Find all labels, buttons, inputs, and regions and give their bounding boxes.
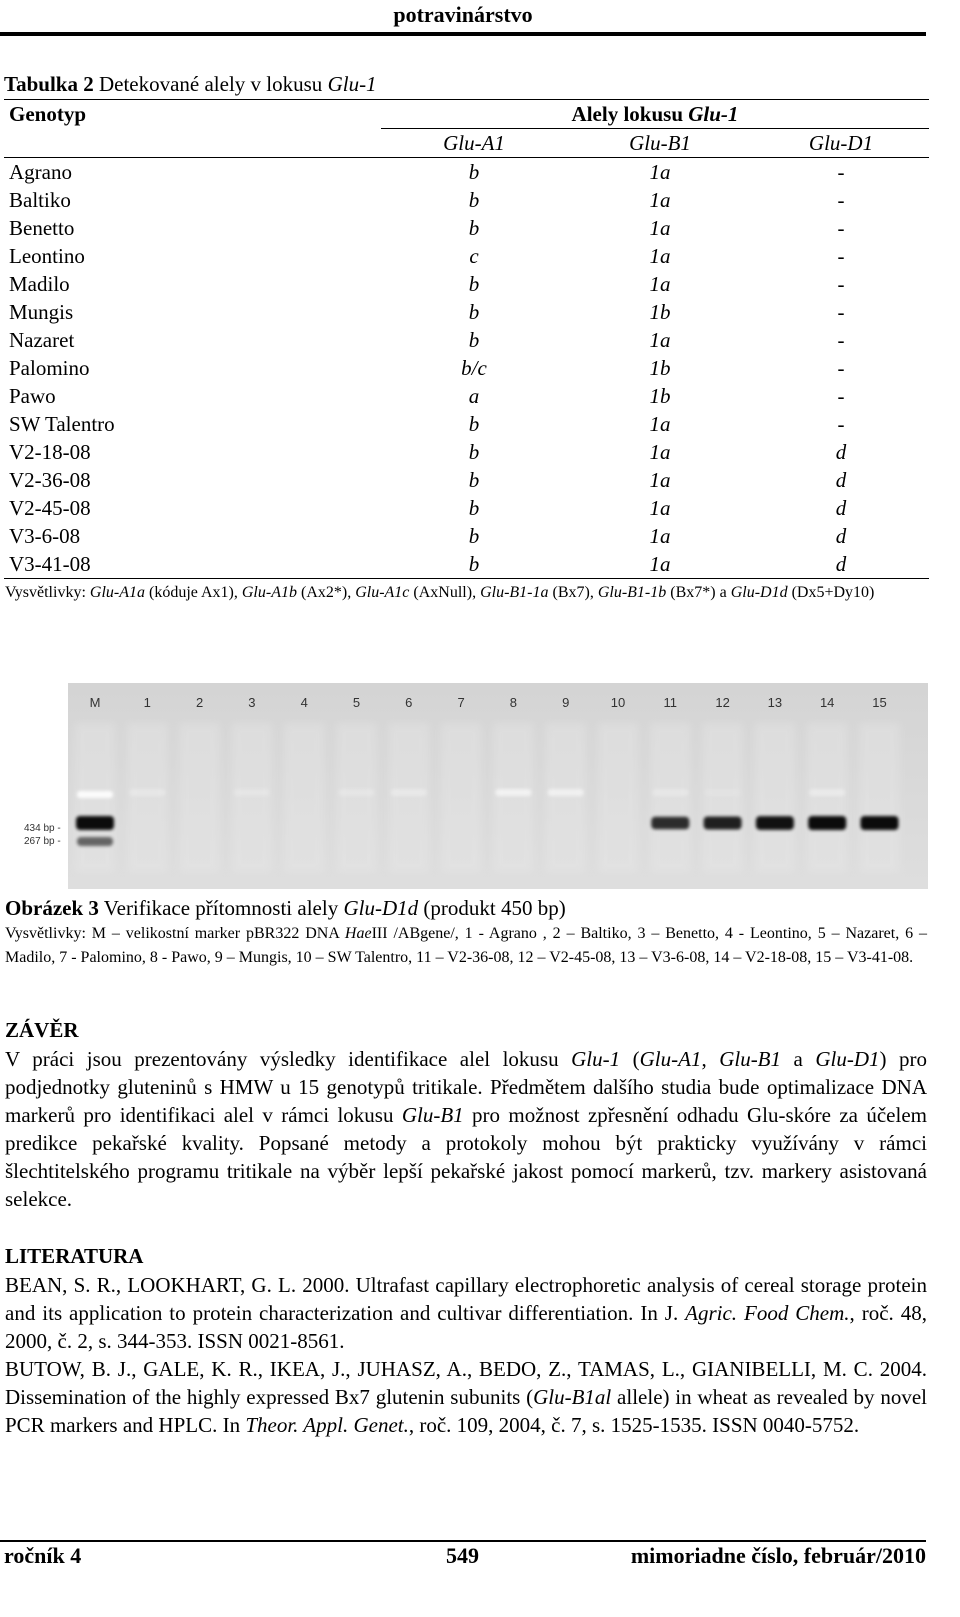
text-run: , (701, 1047, 720, 1071)
genotype-cell: Pawo (9, 383, 56, 408)
glu-b1-cell: 1a (649, 467, 671, 492)
glu-d1-cell: - (837, 187, 845, 212)
table-caption-label: Tabulka 2 (4, 72, 94, 96)
lane-smear (860, 723, 900, 873)
footer-page-number: 549 (446, 1543, 479, 1568)
lane-smear (441, 723, 481, 873)
lane-smear (807, 723, 847, 873)
table-caption (4, 72, 377, 97)
text-run: (AxNull), (409, 584, 481, 601)
conclusion-title: ZÁVĚR (5, 1018, 79, 1042)
glu-b1-header: Glu-B1 (567, 129, 753, 158)
lane-label: 8 (509, 695, 518, 710)
journal-title: potravinárstvo (393, 2, 533, 27)
footer-issue: mimoriadne číslo, február/2010 (630, 1543, 926, 1568)
figure-note-b: III /ABgene/, 1 - Agrano , 2 – Baltiko, 3 – Benetto, 4 - Leontino, 5 – Nazaret, 6 – Madilo, 7 - Palomino, 8 - Pawo, 9 – Mungis, 10 – SW Talentro, 11 – V2-36-08, 12 – V2-45-08, 13 – V3-6-08, 14 – V2-18-08, 15 – V3-41-08. (5, 925, 928, 966)
lane-label: 5 (352, 695, 361, 710)
glu-a1-cell: b (468, 467, 480, 492)
text-run: Glu-B1 (719, 1047, 782, 1071)
glu-a1-cell: b (468, 523, 480, 548)
text-run: ( (620, 1047, 640, 1071)
glu-a1-cell: a (468, 383, 480, 408)
genotype-cell: Palomino (9, 355, 90, 380)
glu-a1-cell: b (468, 271, 480, 296)
note-prefix: Vysvětlivky: (5, 584, 90, 601)
text-run: Glu-A1c (355, 584, 410, 601)
text-run: BUTOW, B. J., GALE, K. R., IKEA, J., JUHASZ, A., BEDO, Z., TAMAS, L., GIANIBELLI, M. C. 2004. Dissemination of the highly expressed Bx7 glutenin subunits ( (5, 1357, 927, 1409)
lane-smear (284, 723, 324, 873)
glu-d1-cell: - (837, 383, 845, 408)
text-run: (Dx5+Dy10) (787, 584, 875, 601)
table-row (4, 354, 929, 382)
text-run: ) pro podjednotky gluteninů s HMW u 15 genotypů tritikale. Předmětem dalšího studia bude optimalizace DNA markerů pro identifikaci alel v rámci lokusu (5, 1047, 927, 1127)
glu-b1-cell: 1b (649, 383, 671, 408)
genotype-cell: V2-36-08 (9, 467, 91, 492)
glu-b1-cell: 1b (649, 355, 671, 380)
glu-b1-cell: 1a (649, 243, 671, 268)
text-run: Glu-D1d (730, 584, 788, 601)
glu-a1-header: Glu-A1 (381, 129, 567, 158)
table-row (4, 270, 929, 298)
text-run: Theor. Appl. Genet. (245, 1413, 409, 1437)
glu-d1-header: Glu-D1 (753, 129, 929, 158)
figure-note-italic: Hae (344, 925, 372, 942)
lane-label: 7 (457, 695, 465, 710)
gel-band-upper (495, 789, 531, 796)
lane-smear (389, 723, 429, 873)
table-row (4, 494, 929, 522)
lane-label: 11 (663, 695, 678, 710)
table-caption-text: Detekované alely v lokusu (98, 72, 323, 96)
table-subheader-row (4, 129, 929, 158)
lane-smear (127, 723, 167, 873)
text-run: Glu-B1-1a (480, 584, 549, 601)
gel-band-upper (548, 789, 584, 796)
glu-a1-cell: b (468, 411, 480, 436)
figure-note-a: Vysvětlivky: M – velikostní marker pBR322 DNA (5, 925, 345, 942)
table-row (4, 522, 929, 550)
lane-label: M (89, 695, 101, 710)
glu-a1-cell: b (468, 299, 480, 324)
genotype-cell: V2-45-08 (9, 495, 91, 520)
text-run: Glu-B1al (533, 1385, 612, 1409)
table-row (4, 438, 929, 466)
gel-electrophoresis-image (24, 683, 928, 889)
allele-group-header-text: Alely lokusu (571, 101, 683, 126)
glu-d1-cell: d (753, 550, 929, 579)
figure-allele: Glu-D1d (343, 896, 419, 920)
table-row (4, 298, 929, 326)
text-run: pro možnost zpřesnění odhadu Glu-skóre za účelem predikce pekařské kvality. Popsané metody a protokoly mohou být prakticky využívány v rámci šlechtitelského programu tritikale na výběr lepší pekařské jakost pomocí markerů, tzv. markery asistovaná selekce. (5, 1103, 927, 1211)
genotype-cell: Nazaret (9, 327, 75, 352)
glu-d1-cell: d (835, 495, 847, 520)
glu-b1-cell: 1a (649, 523, 671, 548)
table-row (4, 158, 929, 187)
lane-label: 3 (248, 695, 256, 710)
footer-rule (0, 1540, 926, 1542)
figure-label: Obrázek 3 (5, 896, 99, 920)
glu-a1-cell: b (468, 439, 480, 464)
glu-a1-cell: b (468, 327, 480, 352)
gel-band-lower (861, 816, 899, 830)
genotype-cell: V3-41-08 (4, 550, 381, 579)
lane-label: 12 (715, 695, 730, 710)
text-run: Glu-B1-1b (597, 584, 667, 601)
table-row (4, 242, 929, 270)
allele-group-header (381, 100, 929, 129)
table-row (4, 326, 929, 354)
gel-band-lower (76, 816, 114, 830)
gel-band-marker-267 (77, 837, 113, 846)
glu-d1-cell: d (835, 467, 847, 492)
glu-b1-cell: 1a (649, 411, 671, 436)
text-run: Glu-B1 (401, 1103, 464, 1127)
gel-band-lower (704, 816, 742, 829)
table-row (4, 214, 929, 242)
text-run: (Bx7*) a (666, 584, 731, 601)
genotype-cell: SW Talentro (9, 411, 115, 436)
gel-band-upper (809, 789, 845, 796)
table-row (4, 382, 929, 410)
gel-band-lower (756, 816, 794, 830)
lane-smear (180, 723, 220, 873)
gel-band-upper (234, 789, 270, 796)
text-run: (kóduje Ax1), (145, 584, 242, 601)
glu-a1-cell: b (468, 187, 480, 212)
lane-label: 2 (195, 695, 204, 710)
table-note (5, 582, 927, 604)
gel-band-upper (129, 789, 165, 796)
text-run: , roč. 109, 2004, č. 7, s. 1525-1535. ISSN 0040-5752. (408, 1413, 860, 1437)
figure-note (5, 922, 927, 970)
text-run: allele) in wheat as revealed by novel PCR markers and HPLC. In (5, 1385, 927, 1437)
glu-d1-cell: - (837, 327, 845, 352)
lane-label: 15 (872, 695, 887, 710)
marker-size-label: 267 bp - (24, 836, 61, 847)
table-row (4, 466, 929, 494)
glu-d1-cell: - (837, 355, 845, 380)
text-run: Glu-A1 (639, 1047, 702, 1071)
conclusion-paragraph (5, 1045, 927, 1213)
table-header-row (4, 100, 929, 129)
allele-group-header-locus: Glu-1 (688, 101, 739, 126)
text-run: Agric. Food Chem. (685, 1301, 850, 1325)
table-row (4, 186, 929, 214)
glu-b1-cell: 1a (649, 215, 671, 240)
text-run: (Bx7), (548, 584, 598, 601)
genotype-cell: Mungis (9, 299, 74, 324)
glu-a1-cell: b (468, 495, 480, 520)
alleles-table (4, 99, 929, 579)
lane-smear (337, 723, 377, 873)
glu-a1-cell: b/c (461, 355, 487, 380)
glu-d1-cell: - (837, 411, 845, 436)
lane-label: 1 (143, 695, 151, 710)
lane-label: 6 (405, 695, 413, 710)
glu-a1-cell: b (468, 215, 480, 240)
text-run: a (781, 1047, 816, 1071)
table-caption-locus: Glu-1 (327, 72, 377, 96)
gel-band-upper (77, 791, 113, 798)
lane-smear (232, 723, 272, 873)
footer-volume: ročník 4 (4, 1543, 82, 1568)
reference-1 (5, 1271, 927, 1355)
lane-smear (650, 723, 690, 873)
glu-b1-cell: 1a (649, 271, 671, 296)
lane-smear (493, 723, 533, 873)
glu-b1-cell: 1a (567, 158, 753, 187)
glu-d1-cell: - (837, 243, 845, 268)
glu-b1-cell: 1b (649, 299, 671, 324)
glu-d1-cell: - (837, 215, 845, 240)
text-run: , roč. 48, 2000, č. 2, s. 344-353. ISSN 0021-8561. (5, 1301, 927, 1353)
text-run: Glu-A1b (241, 584, 297, 601)
text-run: Glu-A1a (89, 584, 145, 601)
lane-smear (546, 723, 586, 873)
text-run: V práci jsou prezentovány výsledky identifikace alel lokusu (5, 1047, 572, 1071)
genotype-cell: Leontino (9, 243, 85, 268)
glu-a1-cell: b (381, 550, 567, 579)
glu-b1-cell: 1a (649, 439, 671, 464)
reference-2 (5, 1355, 927, 1439)
glu-b1-cell: 1a (567, 550, 753, 579)
gel-band-lower (651, 817, 689, 830)
genotype-cell: Agrano (4, 158, 381, 187)
lane-label: 14 (819, 695, 835, 710)
lane-smear (703, 723, 743, 873)
gel-band-upper (339, 789, 375, 796)
glu-d1-cell: d (835, 439, 847, 464)
genotype-cell: Benetto (9, 215, 75, 240)
gel-band-upper (391, 789, 427, 796)
gel-image (24, 683, 928, 889)
glu-d1-cell: - (837, 271, 845, 296)
text-run: BEAN, S. R., LOOKHART, G. L. 2000. Ultrafast capillary electrophoretic analysis of cereal storage protein and its application to protein characterization and cultivar differentiation. In J. (5, 1273, 927, 1325)
glu-d1-cell: - (753, 158, 929, 187)
figure-suffix: (produkt 450 bp) (423, 896, 566, 920)
gel-band-upper (652, 789, 688, 796)
figure-caption (5, 896, 566, 921)
lane-label: 9 (562, 695, 570, 710)
glu-a1-cell: c (469, 243, 479, 268)
lane-label: 13 (767, 695, 783, 710)
lane-label: 10 (610, 695, 626, 710)
genotype-cell: V2-18-08 (9, 439, 91, 464)
glu-a1-cell: b (381, 158, 567, 187)
lane-smear (755, 723, 795, 873)
gel-band-upper (705, 789, 741, 796)
figure-text: Verifikace přítomnosti alely (103, 896, 339, 920)
glu-d1-cell: - (837, 299, 845, 324)
text-run: (Ax2*), (296, 584, 356, 601)
glu-d1-cell: d (835, 523, 847, 548)
genotype-cell: V3-6-08 (9, 523, 81, 548)
genotype-cell: Madilo (9, 271, 70, 296)
text-run: Glu-1 (571, 1047, 621, 1071)
glu-b1-cell: 1a (649, 187, 671, 212)
lane-smear (598, 723, 638, 873)
journal-header (0, 0, 926, 36)
gel-band-lower (808, 816, 846, 830)
lane-label: 4 (300, 695, 308, 710)
table-row (4, 410, 929, 438)
empty-cell (4, 129, 381, 158)
glu-b1-cell: 1a (649, 495, 671, 520)
genotype-cell: Baltiko (9, 187, 71, 212)
table-row (4, 550, 929, 579)
marker-size-label: 434 bp - (24, 823, 61, 834)
literature-title: LITERATURA (5, 1244, 144, 1268)
text-run: Glu-D1 (815, 1047, 880, 1071)
glu-b1-cell: 1a (649, 327, 671, 352)
genotype-header: Genotyp (4, 100, 381, 129)
